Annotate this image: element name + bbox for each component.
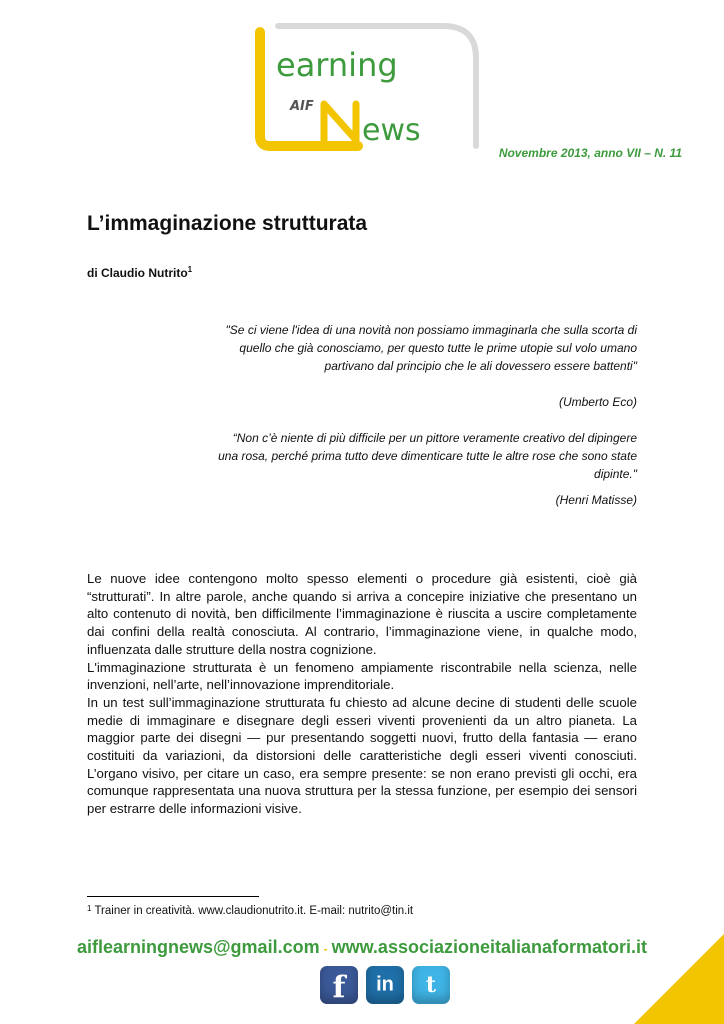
footnote-text: Trainer in creatività. www.claudionutrito.it. E-mail: nutrito@tin.it bbox=[91, 905, 414, 917]
footer-links bbox=[0, 937, 724, 958]
issue-info: Novembre 2013, anno VII – N. 11 bbox=[498, 146, 682, 160]
logo-aif-mark: AIF bbox=[290, 99, 314, 114]
quote-matisse-text: “Non c’è niente di più difficile per un pittore veramente creativo del dipingere una rosa, perché prima tutto deve dimenticare tutte le altre rose che sono state dipinte." bbox=[218, 431, 637, 481]
quote-eco-text: "Se ci viene l'idea di una novità non possiamo immaginarla che sulla scorta di quello che già conosciamo, per questo tutte le prime utopie sul volo umano partivano dal principio che le ali dovessero essere battenti" bbox=[225, 323, 637, 373]
footnote bbox=[87, 904, 413, 917]
article-title: L’immaginazione strutturata bbox=[87, 212, 368, 235]
author-name: di Claudio Nutrito bbox=[87, 266, 188, 280]
body-paragraph: L'immaginazione strutturata è un fenomeno ampiamente riscontrabile nella scienza, nelle invenzioni, nell’arte, nell’innovazione imprenditoriale. bbox=[87, 659, 637, 693]
footer-website-link[interactable]: www.associazioneitalianaformatori.it bbox=[331, 937, 648, 957]
article-author bbox=[87, 265, 192, 280]
author-footnote-mark: 1 bbox=[187, 265, 193, 274]
linkedin-icon[interactable]: in bbox=[366, 966, 404, 1004]
corner-decoration bbox=[624, 924, 724, 1024]
logo-text-bottom: ews bbox=[362, 113, 421, 148]
article-body bbox=[87, 570, 637, 818]
facebook-icon[interactable]: f bbox=[320, 966, 358, 1004]
learning-news-logo bbox=[238, 18, 488, 158]
logo-text-top: earning bbox=[276, 46, 398, 84]
footnote-divider bbox=[87, 896, 259, 897]
footer-email-link[interactable]: aiflearningnews@gmail.com bbox=[76, 937, 320, 957]
footer-separator: - bbox=[323, 942, 328, 956]
body-paragraph: In un test sull’immaginazione strutturata fu chiesto ad alcune decine di studenti delle scuole medie di immaginare e disegnare degli esseri viventi provenienti da un altro pianeta. La maggior parte dei disegni — pur presentando soggetti nuovi, frutto della fantasia — erano costituiti da variazioni, da distorsioni delle caratteristiche degli esseri viventi conosciuti. L’organo visivo, per citare un caso, era sempre presente: se non erano previsti gli occhi, era comunque rappresentata una nuova struttura per la stessa funzione, per esempio dei sensori per estrarre delle informazioni visive. bbox=[87, 694, 637, 817]
body-paragraph: Le nuove idee contengono molto spesso elementi o procedure già esistenti, cioè già “strutturati”. In altre parole, anche quando si arriva a concepire iniziative che presentano un alto contenuto di novità, ben difficilmente l’immaginazione è riuscita a uscire completamente dai confini della realtà conosciuta. Al contrario, l’immaginazione viene, in qualche modo, influenzata dalle strutture della nostra cognizione. bbox=[87, 571, 637, 657]
footnote-mark: 1 bbox=[87, 904, 92, 913]
quote-matisse-author: (Henri Matisse) bbox=[555, 493, 637, 507]
quote-eco-author: (Umberto Eco) bbox=[558, 395, 637, 409]
social-links bbox=[320, 966, 460, 1006]
twitter-icon[interactable]: t bbox=[412, 966, 450, 1004]
